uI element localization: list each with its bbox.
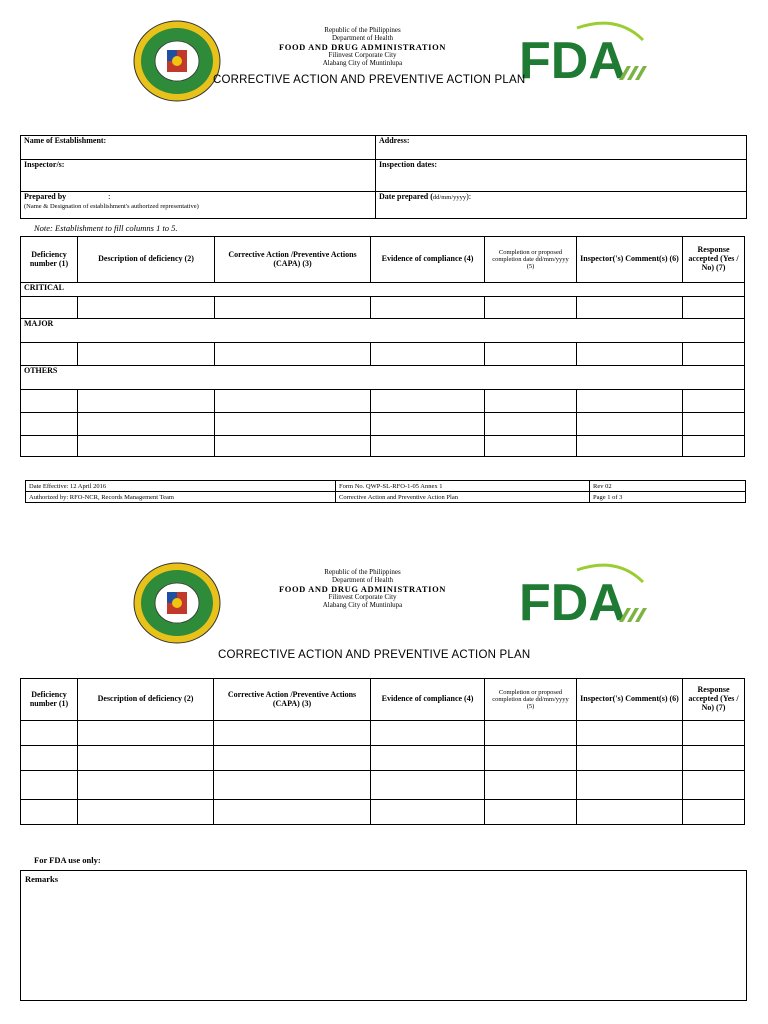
section-major: MAJOR xyxy=(21,319,745,343)
inspection-dates-cell[interactable] xyxy=(376,160,747,192)
fda-use-only-label: For FDA use only: xyxy=(34,855,101,865)
footer-date-effective: Date Effective: 12 April 2016 xyxy=(26,481,336,492)
department-text: Department of Health xyxy=(331,33,394,42)
fda-logo-text: FDA xyxy=(519,32,626,84)
agency-header xyxy=(250,27,475,68)
table-row[interactable] xyxy=(21,390,745,413)
table-row[interactable] xyxy=(21,297,745,319)
establishment-name-cell[interactable] xyxy=(21,136,376,160)
col-completion-date: Completion or proposed completion date dd/mm/yyyy (5) xyxy=(485,679,577,721)
establishment-info-table xyxy=(20,135,747,219)
republic-text: Republic of the Philippines xyxy=(324,568,401,576)
fda-logo xyxy=(517,562,647,626)
establishment-note: Note: Establishment to fill columns 1 to 5. xyxy=(34,223,178,233)
table-row[interactable] xyxy=(21,436,745,457)
republic-text: Republic of the Philippines xyxy=(324,26,401,34)
inspectors-cell[interactable] xyxy=(21,160,376,192)
footer-rev: Rev 02 xyxy=(590,481,746,492)
col-description: Description of deficiency (2) xyxy=(78,237,215,283)
col-response-accepted: Response accepted (Yes / No) (7) xyxy=(683,237,745,283)
inspection-dates-label: Inspection dates: xyxy=(379,160,438,169)
fda-logo-text: FDA xyxy=(519,574,626,626)
table-row[interactable] xyxy=(21,746,745,771)
capa-table-page2 xyxy=(20,678,745,825)
document-footer xyxy=(25,480,746,503)
date-prepared-format: dd/mm/yyyy xyxy=(432,194,467,201)
col-inspector-comments: Inspector('s) Comment(s) (6) xyxy=(577,679,683,721)
capa-table-page1 xyxy=(20,236,745,457)
table-row[interactable] xyxy=(21,800,745,825)
col-deficiency-number: Deficiency number (1) xyxy=(21,679,78,721)
address-line-1: Filinvest Corporate City xyxy=(328,593,397,602)
col-response-accepted: Response accepted (Yes / No) (7) xyxy=(683,679,745,721)
inspectors-label: Inspector/s: xyxy=(24,160,65,169)
table-row[interactable] xyxy=(21,413,745,436)
prepared-by-note: (Name & Designation of establishment's authorized representative) xyxy=(24,203,199,210)
date-prepared-suffix: ): xyxy=(466,192,472,201)
prepared-by-colon: : xyxy=(108,192,111,201)
establishment-name-label: Name of Establishment: xyxy=(24,136,107,145)
address-line-2: Alabang City of Muntinlupa xyxy=(322,601,403,609)
date-prepared-cell[interactable] xyxy=(376,192,747,219)
table-row[interactable] xyxy=(21,343,745,366)
address-label: Address: xyxy=(379,136,410,145)
footer-form-title: Corrective Action and Preventive Action Plan xyxy=(336,492,590,503)
page-title: CORRECTIVE ACTION AND PREVENTIVE ACTION PLAN xyxy=(218,649,531,661)
agency-name: FOOD AND DRUG ADMINISTRATION xyxy=(278,583,447,594)
footer-form-no: Form No. QWP-SL-RFO-1-05 Annex 1 xyxy=(336,481,590,492)
doh-seal xyxy=(133,20,221,102)
fda-logo xyxy=(517,20,647,84)
footer-page: Page 1 of 3 xyxy=(590,492,746,503)
page-title: CORRECTIVE ACTION AND PREVENTIVE ACTION PLAN xyxy=(213,74,526,86)
agency-header xyxy=(250,569,475,610)
prepared-by-cell[interactable] xyxy=(21,192,376,219)
col-evidence: Evidence of compliance (4) xyxy=(371,237,485,283)
col-completion-date: Completion or proposed completion date dd/mm/yyyy (5) xyxy=(485,237,577,283)
remarks-box[interactable] xyxy=(20,870,747,1001)
remarks-label: Remarks xyxy=(25,874,59,884)
table-row[interactable] xyxy=(21,721,745,746)
address-line-2: Alabang City of Muntinlupa xyxy=(322,59,403,67)
agency-name: FOOD AND DRUG ADMINISTRATION xyxy=(278,41,447,52)
department-text: Department of Health xyxy=(331,575,394,584)
address-cell[interactable] xyxy=(376,136,747,160)
doh-seal xyxy=(133,562,221,644)
col-deficiency-number: Deficiency number (1) xyxy=(21,237,78,283)
date-prepared-label: Date prepared ( xyxy=(379,192,433,201)
col-inspector-comments: Inspector('s) Comment(s) (6) xyxy=(577,237,683,283)
col-description: Description of deficiency (2) xyxy=(78,679,214,721)
col-capa: Corrective Action /Preventive Actions (CAPA) (3) xyxy=(215,237,371,283)
section-critical: CRITICAL xyxy=(21,283,745,297)
table-row[interactable] xyxy=(21,771,745,800)
section-others: OTHERS xyxy=(21,366,745,390)
prepared-by-label: Prepared by xyxy=(24,192,67,201)
col-capa: Corrective Action /Preventive Actions (CAPA) (3) xyxy=(214,679,371,721)
footer-authorized-by: Authorized by: RFO-NCR, Records Management Team xyxy=(26,492,336,503)
col-evidence: Evidence of compliance (4) xyxy=(371,679,485,721)
address-line-1: Filinvest Corporate City xyxy=(328,51,397,60)
